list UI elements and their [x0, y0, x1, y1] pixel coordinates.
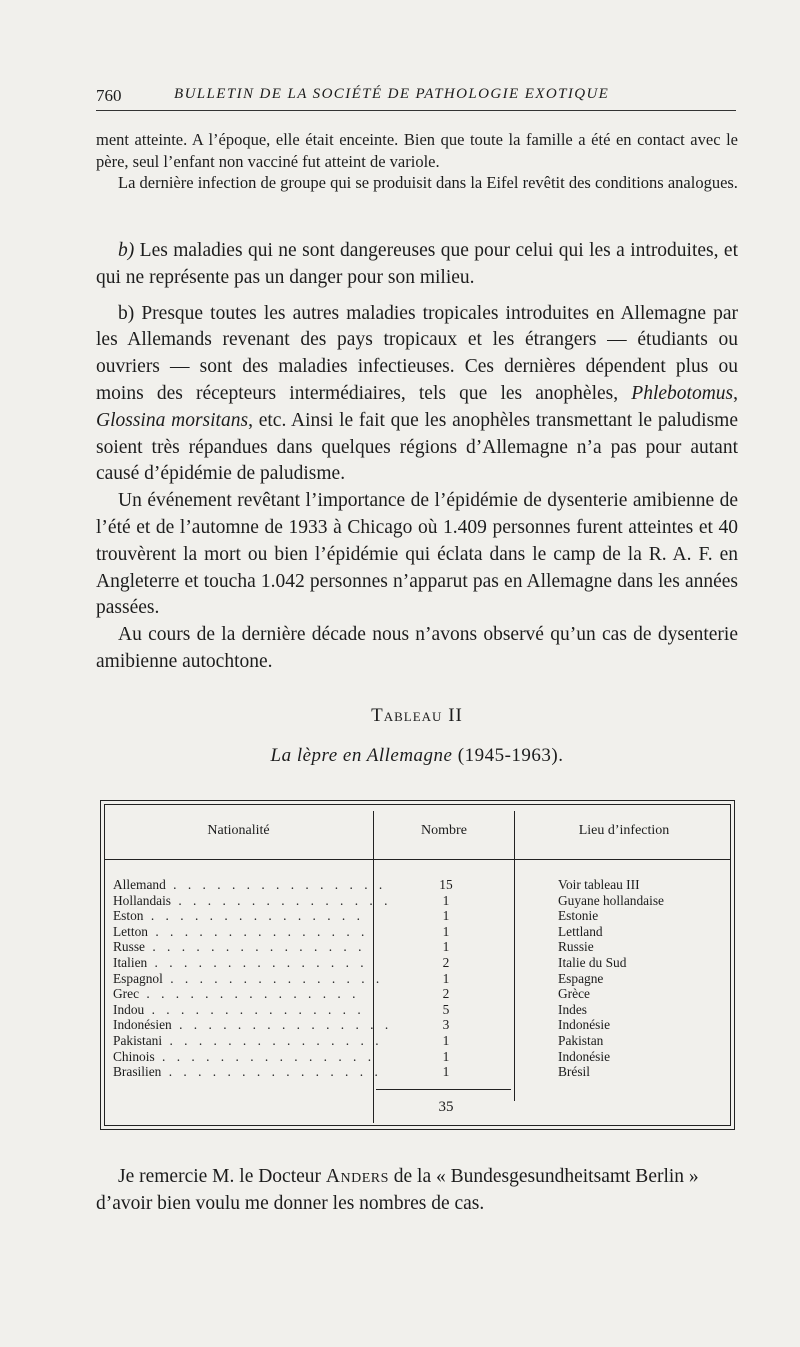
cell-nationality: Eston . . . . . . . . . . . . . . . — [113, 908, 364, 924]
table-total: 35 — [438, 1099, 454, 1115]
cell-place: Italie du Sud — [558, 955, 627, 970]
table-row — [111, 908, 731, 924]
cell-nationality: Italien . . . . . . . . . . . . . . . — [113, 955, 368, 970]
cell-place: Estonie — [558, 908, 599, 924]
table-row — [111, 955, 731, 971]
dot-leader: . . . . . . . . . . . . . . . — [139, 986, 360, 1002]
cell-nationality: Pakistani . . . . . . . . . . . . . . . — [113, 1033, 383, 1048]
cell-place: Guyane hollandaise — [558, 892, 664, 908]
paragraph-continuation: ment atteinte. A l’époque, elle était enceinte. Bien que toute la famille a été en contact avec le père, seul l’enfant non vacciné fut atteint de variole. — [96, 130, 738, 171]
paragraph-dysentery-event: Un événement revêtant l’importance de l’épidémie de dysenterie amibienne de l’été et de l’automne de 1933 à Chicago où 1.409 personnes furent atteintes et 40 trouvèrent la mort ou bien l’épidémie qui éclata dans le camp de la R. A. F. en Angleterre et toucha 1.042 personnes n’apparut pas en Allemagne dans les années passées. — [96, 490, 738, 619]
col-header-nationality: Nationalité — [207, 823, 270, 838]
cell-place: Grèce — [558, 986, 590, 1002]
paragraph-tropical-diseases: b) Presque toutes les autres maladies tropicales introduites en Allemagne par les Allemands revenant des pays tropicaux et les étrangers — étudiants ou ouvriers — sont des maladies infectieuses. Ces dernières dépendent plus ou moins des récepteurs intermédiaires, tels que les anophèles, Phlebotomus, Glossina morsitans, etc. Ainsi le fait que les anophèles transmettant le paludisme soient très répandues dans quelques régions d’Allemagne n’a pas pour autant causé d’épidémie de paludisme. — [96, 302, 738, 485]
page-number: 760 — [96, 86, 122, 105]
table-row — [111, 1064, 731, 1080]
cell-count: 15 — [439, 877, 453, 892]
col-header-place: Lieu d’infection — [578, 823, 670, 838]
cell-place: Russie — [558, 939, 594, 955]
cell-nationality: Indonésien . . . . . . . . . . . . . . . — [113, 1017, 393, 1033]
cell-nationality: Grec . . . . . . . . . . . . . . . — [113, 986, 360, 1002]
table-row — [111, 1017, 731, 1033]
table-row — [111, 877, 731, 893]
table-row — [111, 924, 731, 940]
cell-place: Lettland — [558, 923, 603, 939]
cell-count: 5 — [442, 1001, 450, 1017]
cell-nationality: Russe . . . . . . . . . . . . . . . — [113, 939, 366, 955]
term-glossina: Glossina morsitans — [96, 409, 249, 431]
closing-post: de la « Bundesgesundheitsamt Berlin » d’avoir bien voulu me donner les nombres de cas. — [96, 1166, 699, 1214]
cell-place: Voir tableau III — [558, 877, 640, 892]
table-row — [111, 939, 731, 955]
dot-leader: . . . . . . . . . . . . . . . — [147, 955, 368, 970]
dot-leader: . . . . . . . . . . . . . . . — [143, 908, 364, 924]
leprosy-table — [100, 800, 735, 1130]
table-row — [111, 1049, 731, 1065]
table-caption — [96, 745, 738, 767]
table-row — [111, 1033, 731, 1049]
col-header-count: Nombre — [421, 823, 467, 838]
cell-count: 1 — [442, 1033, 450, 1048]
table-row — [111, 1002, 731, 1018]
cell-nationality: Hollandais . . . . . . . . . . . . . . . — [113, 892, 392, 908]
table-label: Tableau II — [371, 705, 463, 726]
cell-count: 1 — [442, 908, 450, 924]
term-phlebotomus: Phlebotomus — [631, 382, 734, 404]
cell-nationality: Allemand . . . . . . . . . . . . . . . — [113, 877, 387, 892]
cell-count: 1 — [442, 1048, 450, 1064]
paragraph-last-decade: Au cours de la dernière décade nous n’avons observé qu’un cas de dysenterie amibienne autochtone. — [96, 624, 738, 672]
cell-count: 1 — [442, 939, 450, 955]
header-rule — [104, 859, 731, 860]
dot-leader: . . . . . . . . . . . . . . . — [171, 1017, 393, 1033]
dot-leader: . . . . . . . . . . . . . . . — [161, 1064, 382, 1080]
total-rule — [376, 1089, 511, 1090]
cell-place: Brésil — [558, 1064, 590, 1080]
cell-nationality: Indou . . . . . . . . . . . . . . . — [113, 1001, 365, 1017]
cell-count: 1 — [442, 1064, 450, 1080]
dot-leader: . . . . . . . . . . . . . . . — [154, 1048, 376, 1064]
cell-count: 2 — [442, 955, 450, 970]
closing-pre: Je remercie M. le Docteur — [118, 1166, 326, 1187]
table-row — [111, 986, 731, 1002]
main-text-block — [96, 238, 738, 676]
dot-leader: . . . . . . . . . . . . . . . — [162, 970, 384, 986]
cell-count: 1 — [442, 892, 450, 908]
section-b-marker: b) — [118, 240, 135, 261]
cell-place: Espagne — [558, 970, 604, 986]
cell-place: Indes — [558, 1001, 588, 1017]
dot-leader: . . . . . . . . . . . . . . . — [162, 1033, 383, 1048]
closing-paragraph — [96, 1163, 756, 1217]
cell-count: 1 — [442, 923, 450, 939]
journal-title: BULLETIN DE LA SOCIÉTÉ DE PATHOLOGIE EXOTIQUE — [174, 86, 610, 102]
table-caption-title: La lèpre en Allemagne — [270, 745, 453, 766]
dot-leader: . . . . . . . . . . . . . . . — [165, 877, 387, 892]
table-caption-years: (1945-1963). — [452, 745, 564, 766]
paragraph-eifel: La dernière infection de groupe qui se produisit dans la Eifel revêtit des conditions analogues. — [118, 173, 738, 192]
cell-nationality: Chinois . . . . . . . . . . . . . . . — [113, 1048, 376, 1064]
running-header — [96, 84, 736, 111]
cell-nationality: Espagnol . . . . . . . . . . . . . . . — [113, 970, 384, 986]
section-b-text: Les maladies qui ne sont dangereuses que pour celui qui les a introduites, et qui ne représente pas un danger pour son milieu. — [96, 240, 738, 288]
dot-leader: . . . . . . . . . . . . . . . — [147, 923, 369, 939]
dot-leader: . . . . . . . . . . . . . . . — [145, 939, 366, 955]
cell-nationality: Letton . . . . . . . . . . . . . . . — [113, 923, 369, 939]
cell-count: 3 — [442, 1017, 450, 1033]
cell-count: 2 — [442, 986, 450, 1002]
cell-count: 1 — [442, 970, 450, 986]
cell-place: Pakistan — [558, 1033, 604, 1048]
closing-name: Anders — [325, 1166, 389, 1187]
section-b-heading — [96, 238, 738, 292]
cell-nationality: Brasilien . . . . . . . . . . . . . . . — [113, 1064, 382, 1080]
dot-leader: . . . . . . . . . . . . . . . — [171, 892, 392, 908]
dot-leader: . . . . . . . . . . . . . . . — [144, 1001, 365, 1017]
table-row — [111, 893, 731, 909]
cell-place: Indonésie — [558, 1017, 611, 1033]
cell-place: Indonésie — [558, 1048, 611, 1064]
table-row — [111, 971, 731, 987]
small-text-block — [96, 129, 738, 194]
